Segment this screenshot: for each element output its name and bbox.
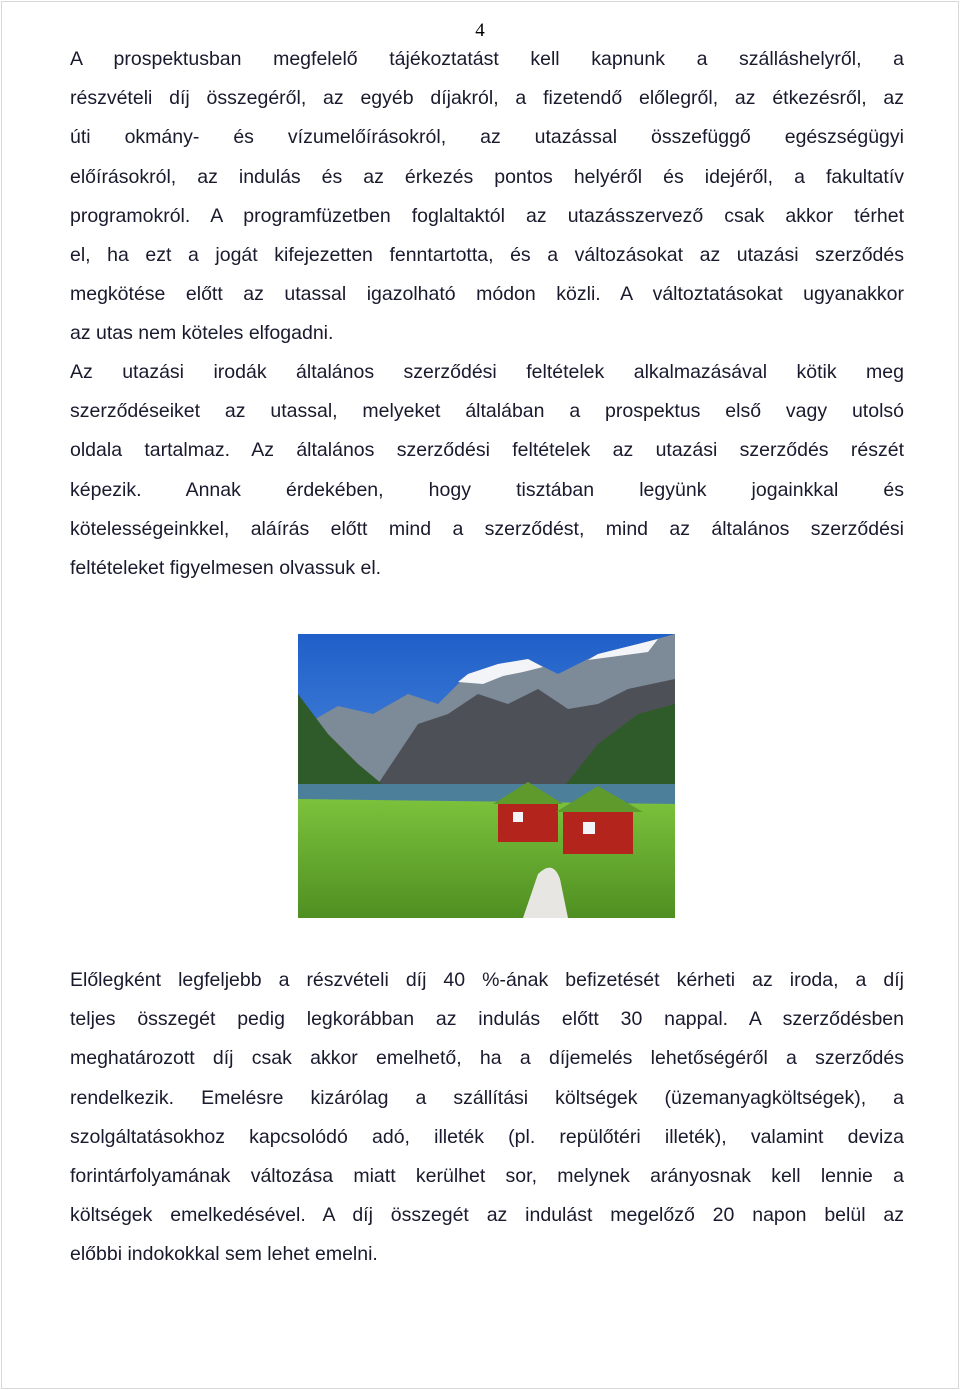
cabin-left-wall — [498, 802, 558, 842]
paragraph-prospectus — [70, 40, 904, 354]
text-line: el, ha ezt a jogát kifejezetten fenntartotta, és a változásokat az utazási szerződés — [70, 244, 904, 267]
page-number: 4 — [475, 20, 485, 41]
text-line: feltételeket figyelmesen olvassuk el. — [70, 557, 382, 580]
cabin-right-window — [583, 822, 595, 834]
text-line: meghatározott díj csak akkor emelhető, ha a díjemelés lehetőségéről a szerződés — [70, 1047, 904, 1070]
text-line: előbbi indokokkal sem lehet emelni. — [70, 1243, 378, 1266]
text-line: teljes összegét pedig legkorábban az indulás előtt 30 nappal. A szerződésben — [70, 1008, 904, 1031]
text-line: A prospektusban megfelelő tájékoztatást kell kapnunk a szálláshelyről, a — [70, 48, 904, 70]
text-line: szolgáltatásokhoz kapcsolódó adó, illeték (pl. repülőtéri illeték), valamint deviza — [70, 1125, 904, 1148]
text-line: képezik. Annak érdekében, hogy tisztában legyünk jogainkkal és — [70, 478, 904, 501]
text-line: részvételi díj összegéről, az egyéb díjakról, a fizetendő előlegről, az étkezésről, az — [70, 87, 904, 110]
cabin-left-window — [513, 812, 523, 822]
landscape-photo — [298, 634, 675, 918]
text-line: úti okmány- és vízumelőírásokról, az utazással összefüggő egészségügyi — [70, 126, 904, 149]
text-line: programokról. A programfüzetben foglaltaktól az utazásszervező csak akkor térhet — [70, 204, 904, 227]
text-line: Az utazási irodák általános szerződési feltételek alkalmazásával kötik meg — [70, 361, 904, 383]
text-line: Előlegként legfeljebb a részvételi díj 40 %-ának befizetését kérheti az iroda, a díj — [70, 969, 904, 991]
text-line: költségek emelkedésével. A díj összegét az indulást megelőző 20 napon belül az — [70, 1204, 904, 1227]
text-line: oldala tartalmaz. Az általános szerződési feltételek az utazási szerződés részét — [70, 439, 904, 462]
paragraph-contract-terms — [70, 353, 904, 588]
text-line: előírásokról, az indulás és az érkezés pontos helyéről és idejéről, a fakultatív — [70, 165, 904, 188]
text-line: rendelkezik. Emelésre kizárólag a szállítási költségek (üzemanyagköltségek), a — [70, 1086, 904, 1109]
text-line: megkötése előtt az utassal igazolható módon közli. A változtatásokat ugyanakkor — [70, 283, 904, 306]
cabin-right-wall — [563, 810, 633, 854]
text-line: kötelességeinkkel, aláírás előtt mind a szerződést, mind az általános szerződési — [70, 517, 904, 540]
text-line: forintárfolyamának változása miatt kerülhet sor, melynek arányosnak kell lennie a — [70, 1165, 904, 1188]
text-line: az utas nem köteles elfogadni. — [70, 322, 334, 345]
text-line: szerződéseiket az utassal, melyeket általában a prospektus első vagy utolsó — [70, 400, 904, 423]
paragraph-deposit — [70, 961, 904, 1275]
